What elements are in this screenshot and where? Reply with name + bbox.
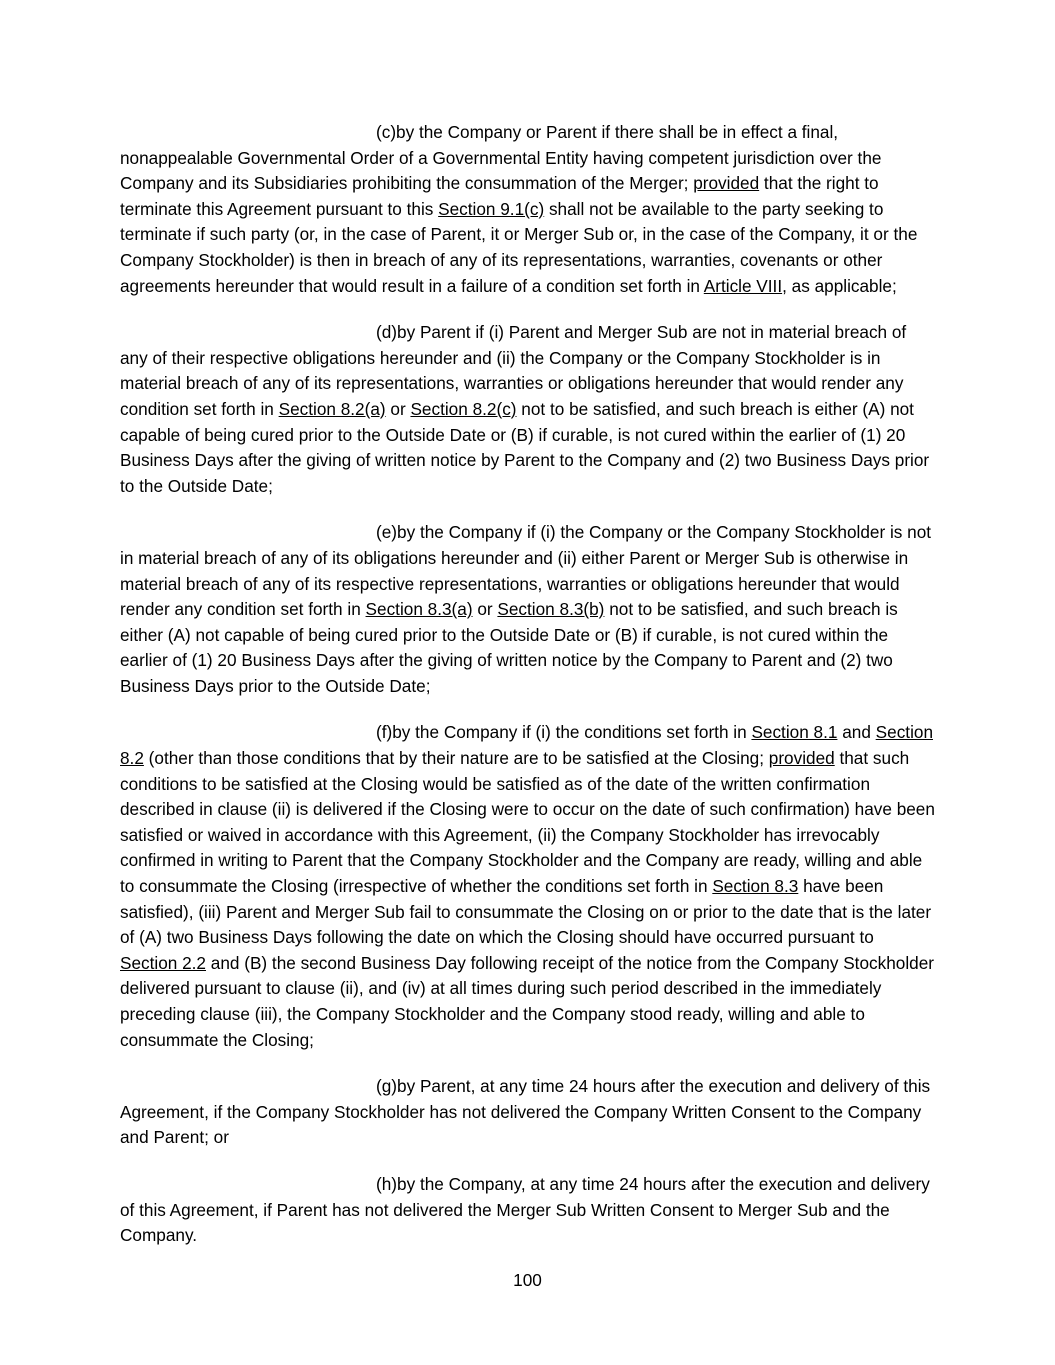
section-reference: Article VIII	[703, 275, 783, 296]
section-reference: Section 2.2	[120, 952, 206, 973]
clause-text: not to be satisfied, and such breach is either (A) not capable of being cured prior to the Outside Date or (B) if curable, is not cured within the earlier of (1) 20 Business Days after the giving of written notice by the Company to Parent and (2) two Business Days prior to the Outside Date;	[120, 599, 898, 696]
clause-text: by Parent if (i) Parent and Merger Sub are not in material breach of any of their respective obligations hereunder and (ii) the Company or the Company Stockholder is in material breach of any of its representations, warranties or obligations hereunder that would render any condition set forth in	[120, 322, 907, 419]
clause-paragraph	[120, 1172, 935, 1249]
clause-text: by the Company if (i) the conditions set forth in	[392, 722, 752, 743]
section-reference: Section 8.1	[751, 722, 838, 743]
section-reference: Section 8.3	[712, 876, 799, 897]
page-number: 100	[513, 1270, 542, 1290]
clause-paragraph	[120, 520, 935, 699]
clause-marker: (e)	[376, 522, 398, 543]
clause-text: shall not be available to the party seeking to terminate if such party (or, in the case of Parent, it or Merger Sub or, in the case of the Company, it or the Company Stockholder) is then in breach of any of its representations, warranties, covenants or other agreements hereunder that would result in a failure of a condition set forth in	[120, 198, 918, 296]
section-reference: Section 9.1(c)	[438, 198, 545, 219]
clause-text: by the Company or Parent if there shall be in effect a final, nonappealable Governmental Order of a Governmental Entity having competent jurisdiction over the Company and its Subsidiaries prohibiting the consummation of the Merger;	[120, 122, 882, 194]
clause-text: (other than those conditions that by their nature are to be satisfied at the Closing;	[143, 748, 769, 769]
clause-text: , as applicable;	[782, 275, 897, 296]
section-reference: Section 8.3(b)	[497, 599, 605, 620]
clause-marker: (g)	[376, 1076, 398, 1097]
clause-marker: (f)	[376, 722, 393, 743]
section-reference: Section 8.2	[120, 722, 933, 769]
clause-marker: (c)	[376, 122, 397, 142]
clause-text: not to be satisfied, and such breach is either (A) not capable of being cured prior to the Outside Date or (B) if curable, is not cured within the earlier of (1) 20 Business Days after the giving of written notice by Parent to the Company and (2) two Business Days prior to the Outside Date;	[120, 398, 930, 496]
clause-marker: (h)	[376, 1173, 398, 1194]
clause-text: by Parent, at any time 24 hours after the execution and delivery of this Agreement, if the Company Stockholder has not delivered the Company Written Consent to the Company and Parent; or	[120, 1076, 931, 1148]
section-reference: provided	[693, 173, 760, 194]
clause-text: that the right to terminate this Agreement pursuant to this	[120, 173, 879, 219]
section-reference: Section 8.3(a)	[365, 599, 473, 620]
clause-text: by the Company if (i) the Company or the Company Stockholder is not in material breach of any of its obligations hereunder and (ii) either Parent or Merger Sub is otherwise in material breach of any of its respective representations, warranties or obligations hereunder that would render any condition set forth in	[120, 522, 932, 620]
clause-text: or	[472, 599, 498, 620]
clause-paragraph	[120, 120, 935, 299]
clause-text: by the Company, at any time 24 hours after the execution and delivery of this Agreement, if Parent has not delivered the Merger Sub Written Consent to Merger Sub and the Company.	[120, 1173, 930, 1246]
clause-marker: (d)	[376, 322, 398, 343]
section-reference: Section 8.2(a)	[278, 398, 386, 419]
clause-list	[120, 120, 935, 1249]
section-reference: provided	[768, 748, 835, 769]
clause-text: or	[385, 398, 411, 419]
clause-paragraph	[120, 320, 935, 499]
clause-text: and (B) the second Business Day following receipt of the notice from the Company Stockholder delivered pursuant to clause (ii), and (iv) at all times during such period described in the immediately preceding clause (iii), the Company Stockholder and the Company stood ready, willing and able to consummate the Closing;	[120, 952, 934, 1050]
clause-paragraph	[120, 1074, 935, 1151]
clause-paragraph	[120, 720, 935, 1053]
clause-text: that such conditions to be satisfied at the Closing would be satisfied as of the date of the written confirmation described in clause (ii) is delivered if the Closing were to occur on the date of such confirmation) have been satisfied or waived in accordance with this Agreement, (ii) the Company Stockholder has irrevocably confirmed in writing to Parent that the Company Stockholder and the Company are ready, willing and able to consummate the Closing (irrespective of whether the conditions set forth in	[120, 748, 935, 897]
clause-text: and	[837, 722, 876, 743]
clause-text: have been satisfied), (iii) Parent and Merger Sub fail to consummate the Closing on or prior to the date that is the later of (A) two Business Days following the date on which the Closing should have occurred pursuant to	[120, 876, 932, 948]
section-reference: Section 8.2(c)	[410, 398, 517, 419]
